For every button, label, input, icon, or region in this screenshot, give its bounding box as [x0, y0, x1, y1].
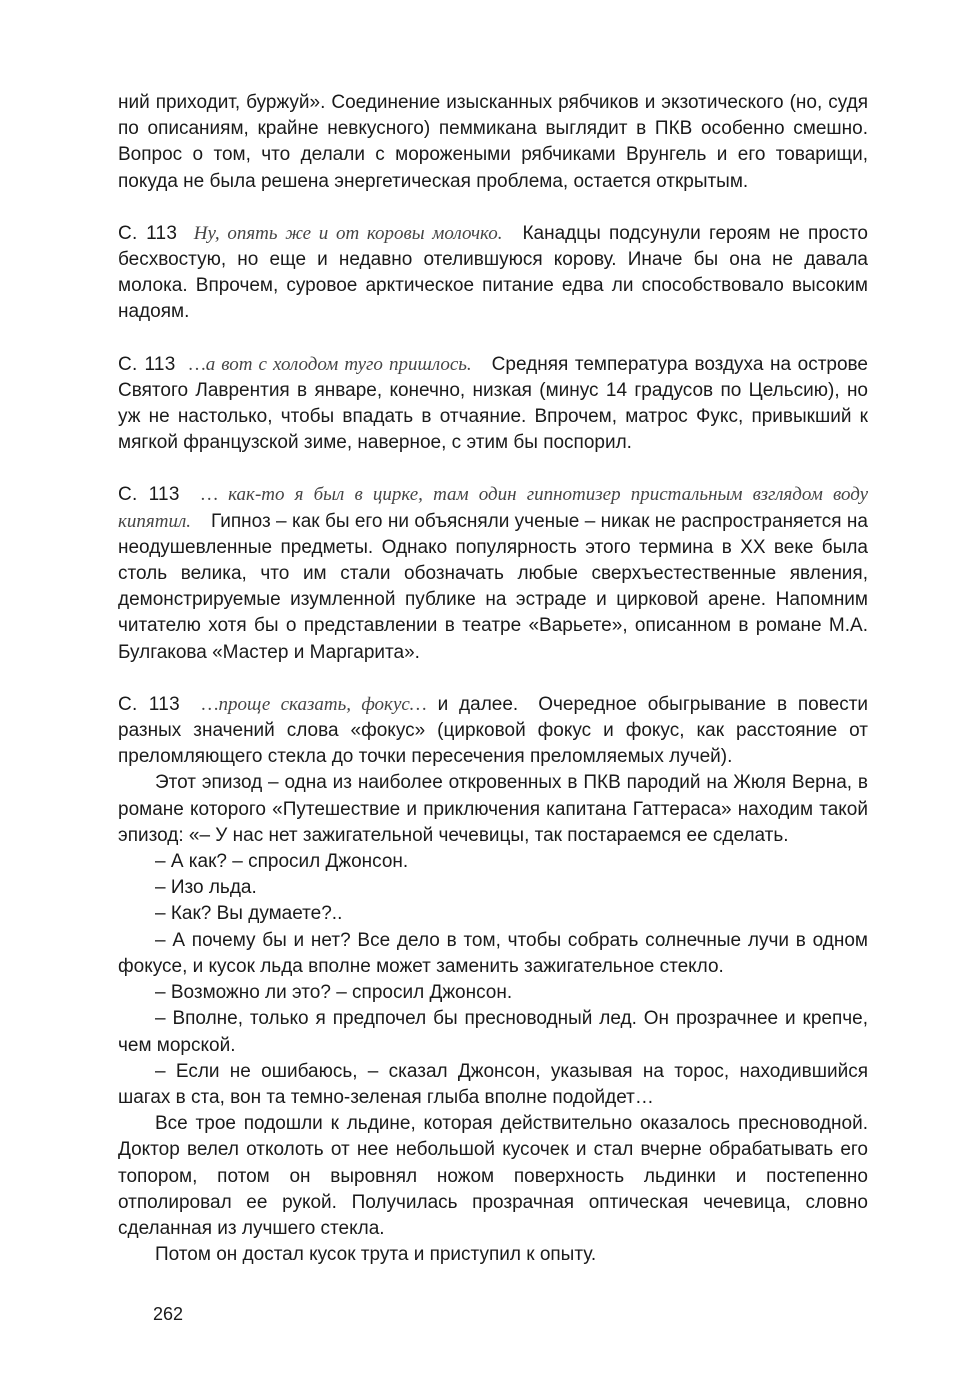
excerpt-paragraph: Все трое подошли к льдине, которая действительно оказалось пресноводной. Доктор велел отколоть от нее небольшой кусочек и стал вчерне обрабатывать его топором, потом он выровнял ножом поверхность льдинки и постепенно отполировал ее рукой. Получилась прозрачная оптическая чечевица, словно сделанная из лучшего стекла.	[118, 1113, 868, 1239]
note-text: Гипноз – как бы его ни объясняли ученые – никак не распространяется на неодушевленные предметы. Однако популярность этого термина в XX веке была столь велика, что им стали обозначать любые сверхъестественные явления, демонстрируемые изумленной публике на эстраде и цирковой арене. Напомним читателю хотя бы о представлении в театре «Варьете», описанном в романе М.А. Булгакова «Мастер и Маргарита».	[118, 510, 868, 663]
page-reference: С. 113	[118, 693, 180, 715]
page-reference: С. 113	[118, 222, 178, 244]
excerpt-paragraph: – Возможно ли это? – спросил Джонсон.	[155, 982, 513, 1004]
excerpt-paragraph: – А почему бы и нет? Все дело в том, чтобы собрать солнечные лучи в одном фокусе, и кусок льда вполне может заменить зажигательное стекло.	[118, 929, 868, 977]
commentary-note-1	[118, 221, 868, 326]
excerpt-paragraph: – Как? Вы думаете?..	[155, 903, 343, 925]
note-text: Канадцы подсунули героям не просто бесхвостую, но еще и недавно отелившуюся корову. Иначе бы она не давала молока. Впрочем, суровое арктическое питание едва ли способствовало высоким надоям.	[118, 222, 868, 323]
quoted-phrase: …проще сказать, фокус…	[201, 693, 427, 715]
excerpt-paragraph: – Если не ошибаюсь, – сказал Джонсон, указывая на торос, находившийся шагах в ста, вон та темно-зеленая глыба вполне подойдет…	[118, 1060, 868, 1108]
note-text: Очередное обыгрывание в повести разных значений слова «фокус» (цирковой фокус и фокус, как расстояние от преломляющего стекла до точки пересечения преломляемых лучей).	[118, 693, 869, 768]
page-reference: С. 113	[118, 353, 176, 375]
excerpt-paragraph: – А как? – спросил Джонсон.	[155, 851, 409, 873]
commentary-note-3	[118, 482, 868, 665]
excerpt-paragraph: Потом он достал кусок трута и приступил к опыту.	[155, 1244, 597, 1266]
excerpt-paragraph: – Вполне, только я предпочел бы пресноводный лед. Он прозрачнее и крепче, чем морской.	[118, 1008, 868, 1056]
excerpt-paragraph: – Изо льда.	[155, 877, 257, 899]
intro-paragraph	[118, 90, 868, 195]
page-number: 262	[153, 1304, 184, 1324]
quoted-phrase: … как-то я был в цирке, там один гипнотизер пристальным взглядом воду кипятил.	[118, 484, 868, 532]
commentary-note-4	[118, 692, 868, 771]
page-reference: С. 113	[118, 484, 180, 506]
quoted-phrase: Ну, опять же и от коровы молочко.	[193, 222, 503, 244]
note-text: Средняя температура воздуха на острове Святого Лаврентия в январе, конечно, низкая (минус 14 градусов по Цельсию), но уж не настолько, чтобы впадать в отчаяние. Впрочем, матрос Фукс, привыкший к мягкой французской зиме, наверное, с этим бы поспорил.	[118, 353, 868, 454]
page-body	[118, 90, 868, 1268]
quoted-phrase: …а вот с холодом туго пришлось.	[188, 353, 472, 375]
commentary-note-2	[118, 352, 868, 457]
quoted-excerpt	[118, 770, 868, 1268]
intro-text: ний приходит, буржуй». Соединение изысканных рябчиков и экзотического (но, судя по описаниям, крайне невкусного) пеммикана выглядит в ПКВ особенно смешно. Вопрос о том, что делали с морожеными рябчиками Врунгель и его товарищи, покуда не была решена энергетическая проблема, остается открытым.	[118, 92, 868, 192]
excerpt-paragraph: Этот эпизод – одна из наиболее откровенных в ПКВ пародий на Жюля Верна, в романе которого «Путешествие и приключения капитана Гаттераса» находим такой эпизод: «– У нас нет зажигательной чечевицы, так постараемся ее сделать.	[118, 772, 868, 846]
quote-suffix: и далее.	[437, 693, 519, 715]
